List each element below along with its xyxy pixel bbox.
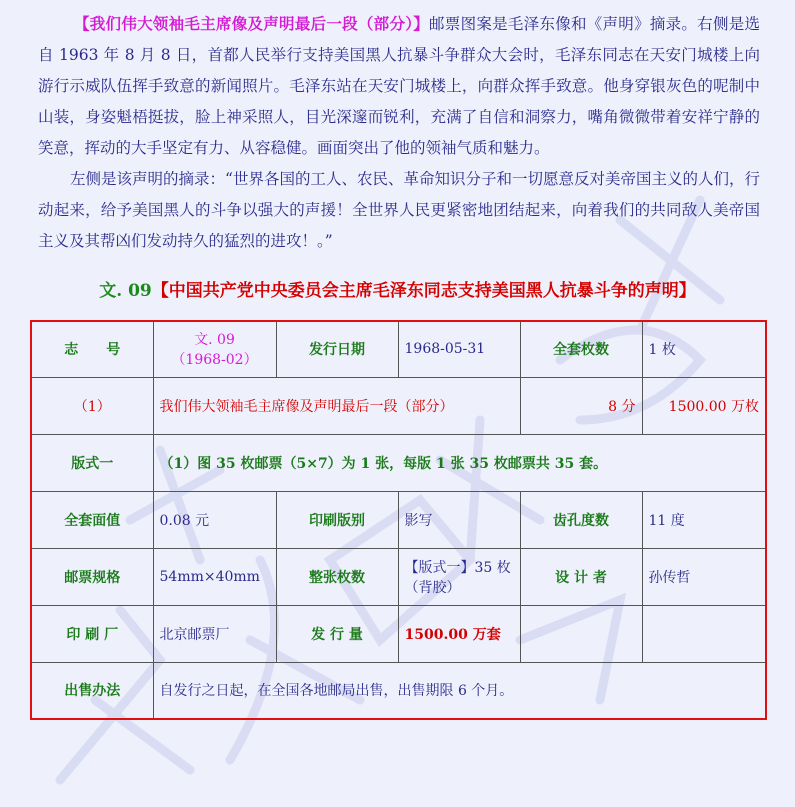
label-issue-quantity: 发 行 量 [276,605,398,662]
label-printer: 印 刷 厂 [31,605,153,662]
label-set-count: 全套枚数 [520,321,642,377]
value-print-method: 影写 [398,491,520,548]
stamp-info-table [30,320,767,720]
intro-text [38,8,760,257]
value-designer: 孙传哲 [642,548,766,605]
label-designer: 设 计 者 [520,548,642,605]
stamp-number-code: 文. 09 [194,332,235,349]
value-layout: （1）图 35 枚邮票（5×7）为 1 张，每版 1 张 35 枚邮票共 35 套。 [153,434,766,491]
label-set-face-value: 全套面值 [31,491,153,548]
table-row [31,321,766,377]
heading-title: 中国共产党中央委员会主席毛泽东同志支持美国黑人抗暴斗争的声明 [168,281,679,301]
intro-paragraph-2: 左侧是该声明的摘录：“世界各国的工人、农民、革命知识分子和一切愿意反对美帝国主义的人们，行动起来，给予美国黑人的斗争以强大的声援！全世界人民更紧密地团结起来，向着我们的共同敌人美帝国主义及其帮凶们发动持久的猛烈的进攻！。” [38,170,760,250]
value-printer: 北京邮票厂 [153,605,276,662]
label-layout: 版式一 [31,434,153,491]
stamp-number-year: （1968-02） [171,352,258,369]
intro-paragraph-1-text: 邮票图案是毛泽东像和《声明》摘录。右侧是选自 1963 年 8 月 8 日，首都人民举行支持美国黑人抗暴斗争群众大会时，毛泽东同志在天安门城楼上向游行示威队伍挥手致意的新闻照片。毛泽东站在天安门城楼上，向群众挥手致意。他身穿银灰色的呢制中山装，身姿魁梧挺拔，脸上神采照人，目光深邃而锐利，充满了自信和洞察力，嘴角微微带着安祥宁静的笑意，挥动的大手坚定有力、从容稳健。画面突出了他的领袖气质和魅力。 [38,15,760,157]
value-perforation: 11 度 [642,491,766,548]
stamp-face-value: 8 分 [520,377,642,434]
label-print-method: 印刷版别 [276,491,398,548]
table-row [31,605,766,662]
value-set-face-value: 0.08 元 [153,491,276,548]
table-row [31,662,766,719]
label-sheet-count: 整张枚数 [276,548,398,605]
table-row [31,548,766,605]
intro-highlight: 【我们伟大领袖毛主席像及声明最后一段（部分）】 [74,14,430,33]
stamp-name: 我们伟大领袖毛主席像及声明最后一段（部分） [153,377,520,434]
value-issue-date: 1968-05-31 [398,321,520,377]
label-issue-date: 发行日期 [276,321,398,377]
label-stamp-size: 邮票规格 [31,548,153,605]
sheet-count-gum: （背胶） [404,579,461,596]
value-sheet-count [398,548,520,605]
heading-code: 文. 09 [99,281,152,301]
label-stamp-number: 志 号 [31,321,153,377]
table-row [31,491,766,548]
section-heading [0,276,795,301]
table-row [31,434,766,491]
value-stamp-size: 54mm×40mm [153,548,276,605]
value-sale-method: 自发行之日起，在全国各地邮局出售，出售期限 6 个月。 [153,662,766,719]
value-set-count: 1 枚 [642,321,766,377]
value-issue-quantity: 1500.00 万套 [398,605,520,662]
heading-bracket-open: 【 [151,281,169,301]
stamp-index: （1） [31,377,153,434]
heading-bracket-close: 】 [678,281,696,301]
stamp-quantity: 1500.00 万枚 [642,377,766,434]
intro-paragraph-1 [38,8,760,164]
sheet-count-layout: 【版式一】35 枚 [404,559,511,576]
empty-cell [642,605,766,662]
label-perforation: 齿孔度数 [520,491,642,548]
label-sale-method: 出售办法 [31,662,153,719]
value-stamp-number [153,321,276,377]
table-row [31,377,766,434]
empty-cell [520,605,642,662]
